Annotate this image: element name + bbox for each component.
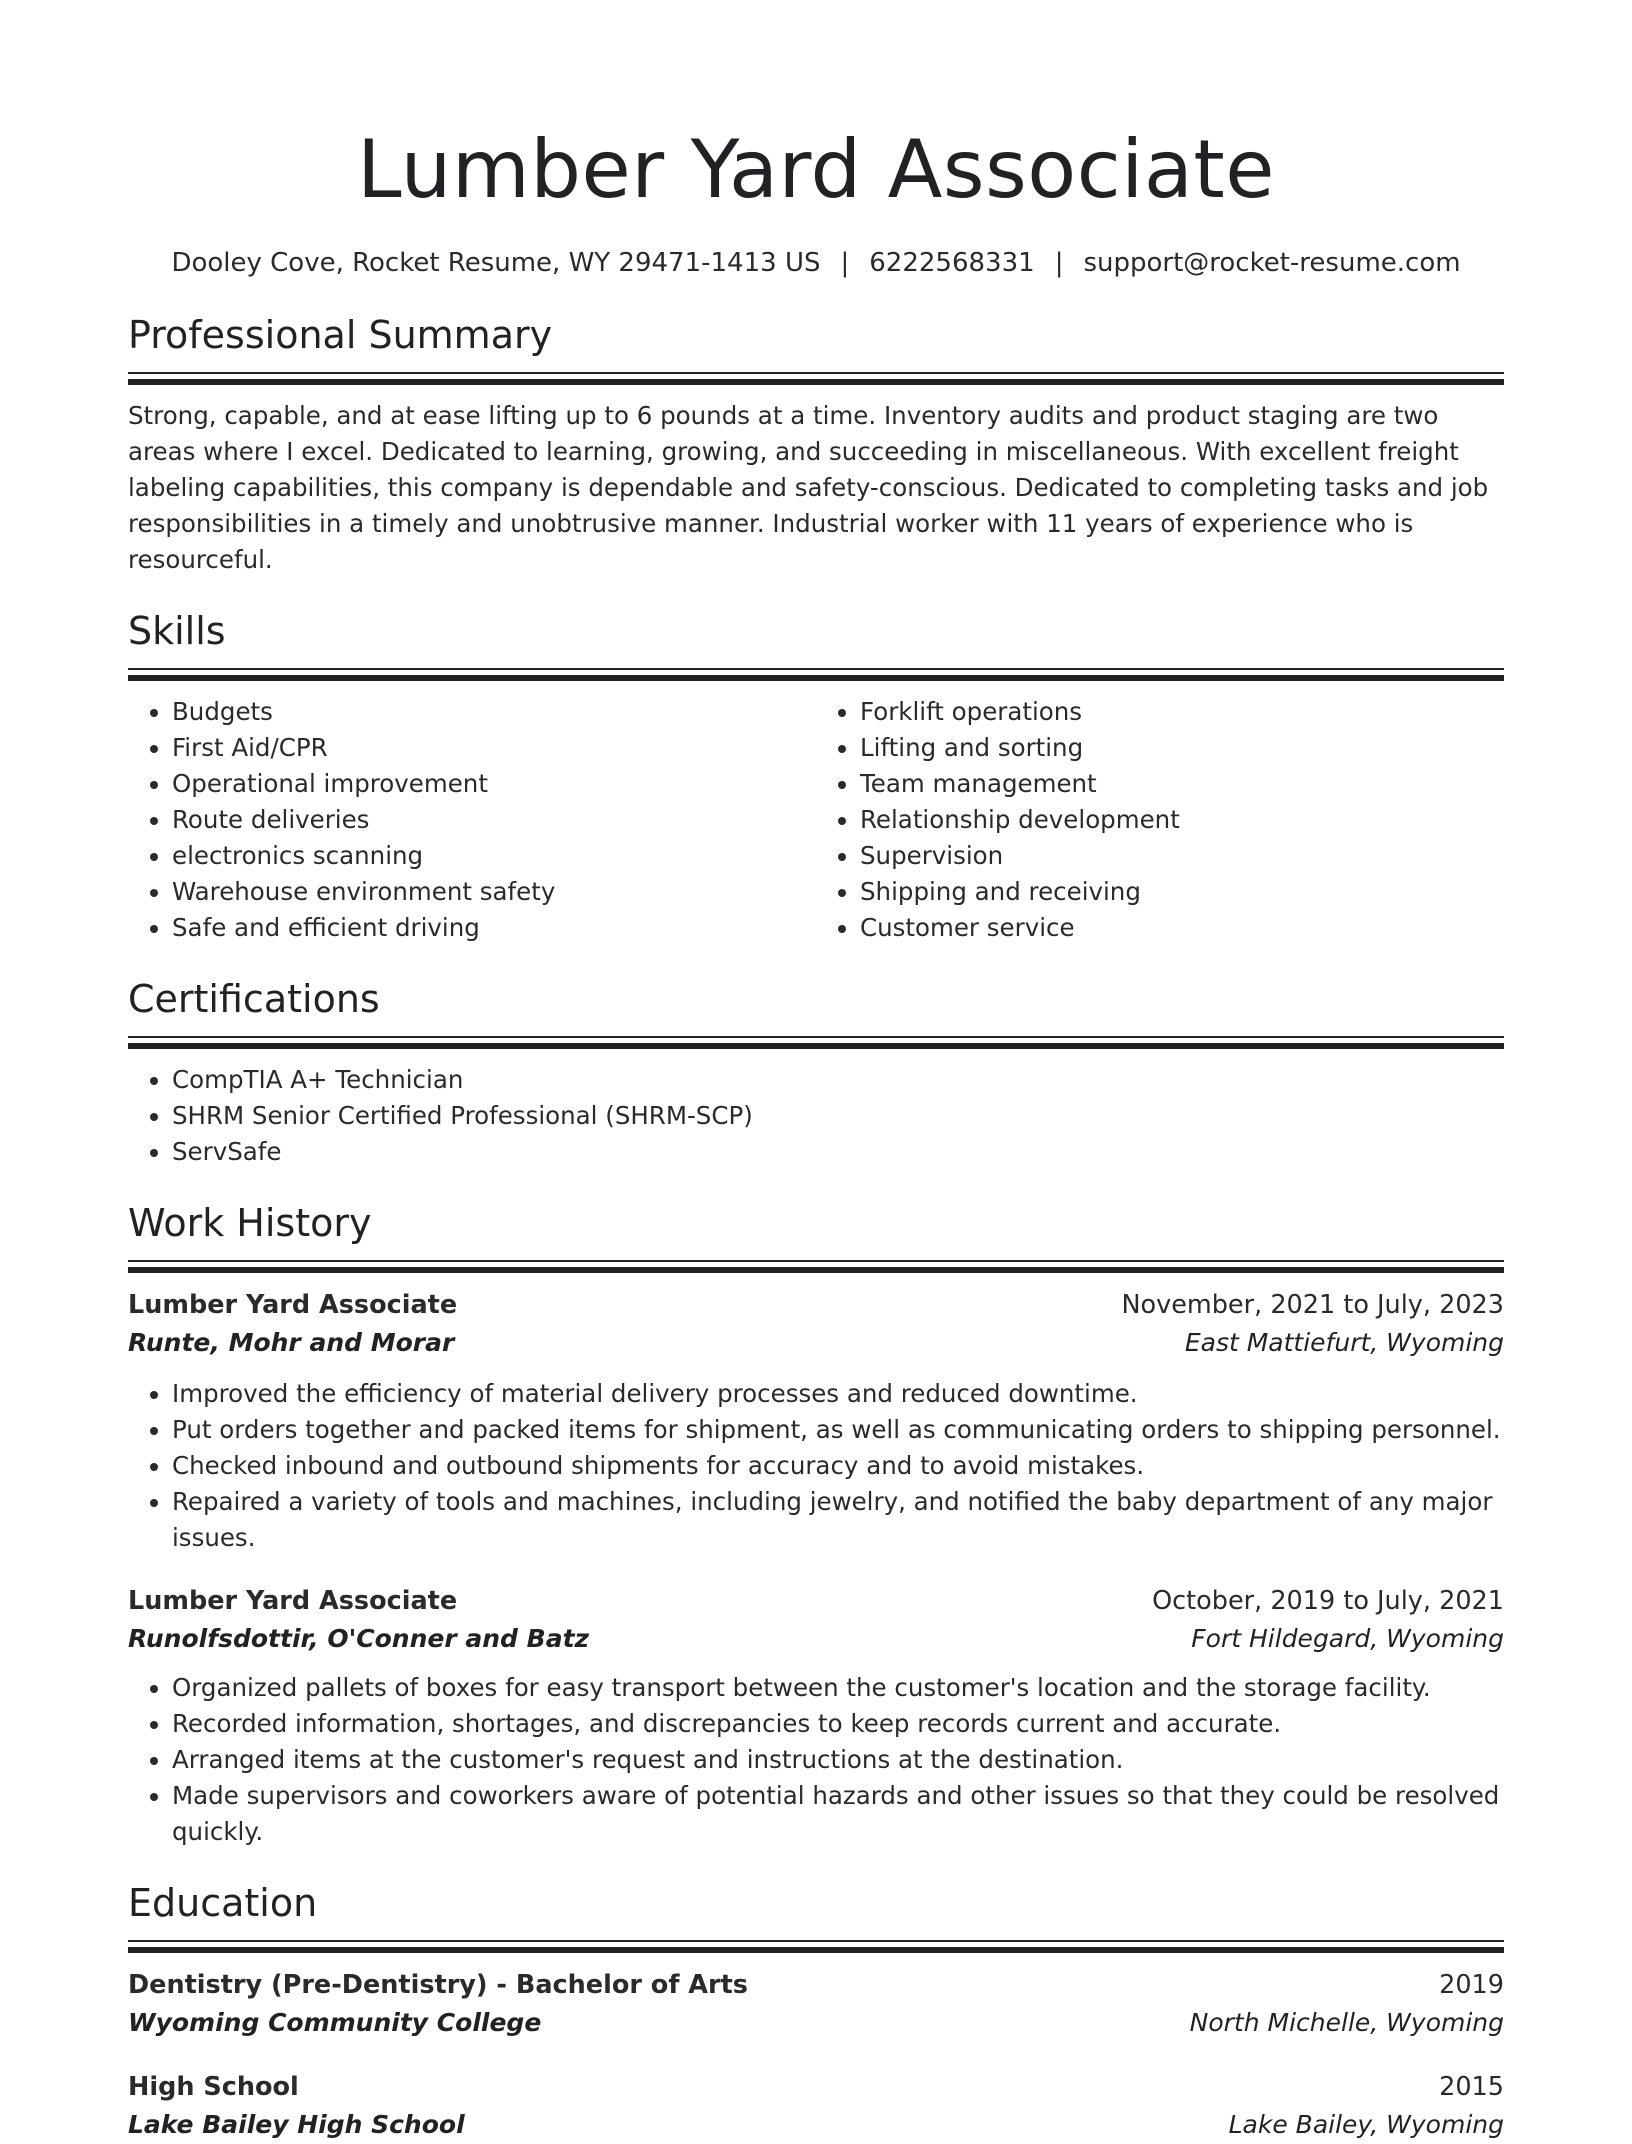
education-year: 2015 <box>1439 2072 1504 2102</box>
skill-item: • Team management <box>860 766 1504 802</box>
education-location: North Michelle, Wyoming <box>1189 2008 1504 2037</box>
skill-item: • electronics scanning <box>172 838 816 874</box>
section-title-skills: Skills <box>128 609 226 653</box>
contact-line <box>128 246 1504 280</box>
section-title-work: Work History <box>128 1201 372 1245</box>
job-duty: • Repaired a variety of tools and machines, including jewelry, and notified the baby department of any major issues. <box>172 1484 1504 1556</box>
job-subheader <box>128 1620 1504 1658</box>
skill-item: • Shipping and receiving <box>860 874 1504 910</box>
summary-text: Strong, capable, and at ease lifting up to 6 pounds at a time. Inventory audits and product staging are two areas where I excel. Dedicated to learning, growing, and succeeding in miscellaneous. With excellent freight labeling capabilities, this company is dependable and safety-conscious. Dedicated to completing tasks and job responsibilities in a timely and unobtrusive manner. Industrial worker with 11 years of experience who is resourceful. <box>128 401 1489 574</box>
job-duty: • Arranged items at the customer's request and instructions at the destination. <box>172 1742 1504 1778</box>
section-divider <box>128 1036 1504 1050</box>
job-duty: • Improved the efficiency of material delivery processes and reduced downtime. <box>172 1376 1504 1412</box>
education-entry <box>128 2068 1504 2144</box>
section-divider <box>128 668 1504 682</box>
certification-item: • SHRM Senior Certified Professional (SHRM-SCP) <box>172 1098 1504 1134</box>
job-duty: • Put orders together and packed items for shipment, as well as communicating orders to shipping personnel. <box>172 1412 1504 1448</box>
job-dates: October, 2019 to July, 2021 <box>1152 1586 1504 1616</box>
job-subheader <box>128 1324 1504 1362</box>
job-duties <box>128 1376 1504 1556</box>
skill-item: • Lifting and sorting <box>860 730 1504 766</box>
education-subheader <box>128 2004 1504 2042</box>
skill-item: • Route deliveries <box>172 802 816 838</box>
section-title-certifications: Certifications <box>128 977 380 1021</box>
job-duty: • Checked inbound and outbound shipments for accuracy and to avoid mistakes. <box>172 1448 1504 1484</box>
skill-item: • Customer service <box>860 910 1504 946</box>
education-section <box>128 1878 1504 2144</box>
contact-separator: | <box>1054 248 1064 278</box>
job-location: East Mattiefurt, Wyoming <box>1184 1328 1504 1357</box>
job-entry <box>128 1286 1504 1556</box>
skill-item: • Supervision <box>860 838 1504 874</box>
work-history-section <box>128 1198 1504 1850</box>
certification-item: • ServSafe <box>172 1134 1504 1170</box>
certification-item: • CompTIA A+ Technician <box>172 1062 1504 1098</box>
certifications-section <box>128 974 1504 1170</box>
job-duty: • Recorded information, shortages, and discrepancies to keep records current and accurate. <box>172 1706 1504 1742</box>
contact-address: Dooley Cove, Rocket Resume, WY 29471-1413 US <box>171 248 821 278</box>
education-school: Wyoming Community College <box>128 2008 542 2037</box>
skills-columns <box>128 682 1504 946</box>
skills-list-left <box>128 694 816 946</box>
job-title: Lumber Yard Associate <box>128 1586 458 1616</box>
skills-list-right <box>816 694 1504 946</box>
job-title: Lumber Yard Associate <box>128 1290 458 1320</box>
skill-item: • Safe and efficient driving <box>172 910 816 946</box>
section-divider <box>128 372 1504 386</box>
contact-separator: | <box>840 248 850 278</box>
education-degree: High School <box>128 2072 299 2102</box>
job-duty: • Organized pallets of boxes for easy transport between the customer's location and the storage facility. <box>172 1670 1504 1706</box>
skill-item: • Forklift operations <box>860 694 1504 730</box>
job-duty: • Made supervisors and coworkers aware of potential hazards and other issues so that they could be resolved quickly. <box>172 1778 1504 1850</box>
section-divider <box>128 1260 1504 1274</box>
education-school: Lake Bailey High School <box>128 2110 465 2139</box>
summary-section <box>128 310 1504 578</box>
skill-item: • Relationship development <box>860 802 1504 838</box>
education-entry <box>128 1966 1504 2042</box>
skill-item: • Warehouse environment safety <box>172 874 816 910</box>
resume-name: Lumber Yard Associate <box>356 123 1276 216</box>
skills-section <box>128 606 1504 946</box>
section-title-education: Education <box>128 1881 318 1925</box>
education-year: 2019 <box>1439 1970 1504 2000</box>
job-header <box>128 1286 1504 1324</box>
education-header <box>128 1966 1504 2004</box>
education-header <box>128 2068 1504 2106</box>
job-duties <box>128 1670 1504 1850</box>
contact-email: support@rocket-resume.com <box>1083 248 1461 278</box>
education-location: Lake Bailey, Wyoming <box>1228 2110 1504 2139</box>
job-entry <box>128 1582 1504 1850</box>
job-company: Runte, Mohr and Morar <box>128 1328 455 1357</box>
skill-item: • Operational improvement <box>172 766 816 802</box>
skill-item: • First Aid/CPR <box>172 730 816 766</box>
job-company: Runolfsdottir, O'Conner and Batz <box>128 1624 590 1653</box>
education-degree: Dentistry (Pre-Dentistry) - Bachelor of Arts <box>128 1970 748 2000</box>
contact-phone: 6222568331 <box>869 248 1035 278</box>
section-title-summary: Professional Summary <box>128 313 553 357</box>
job-location: Fort Hildegard, Wyoming <box>1191 1624 1504 1653</box>
job-dates: November, 2021 to July, 2023 <box>1121 1290 1504 1320</box>
job-header <box>128 1582 1504 1620</box>
section-divider <box>128 1940 1504 1954</box>
skill-item: • Budgets <box>172 694 816 730</box>
certifications-list <box>128 1062 1504 1170</box>
